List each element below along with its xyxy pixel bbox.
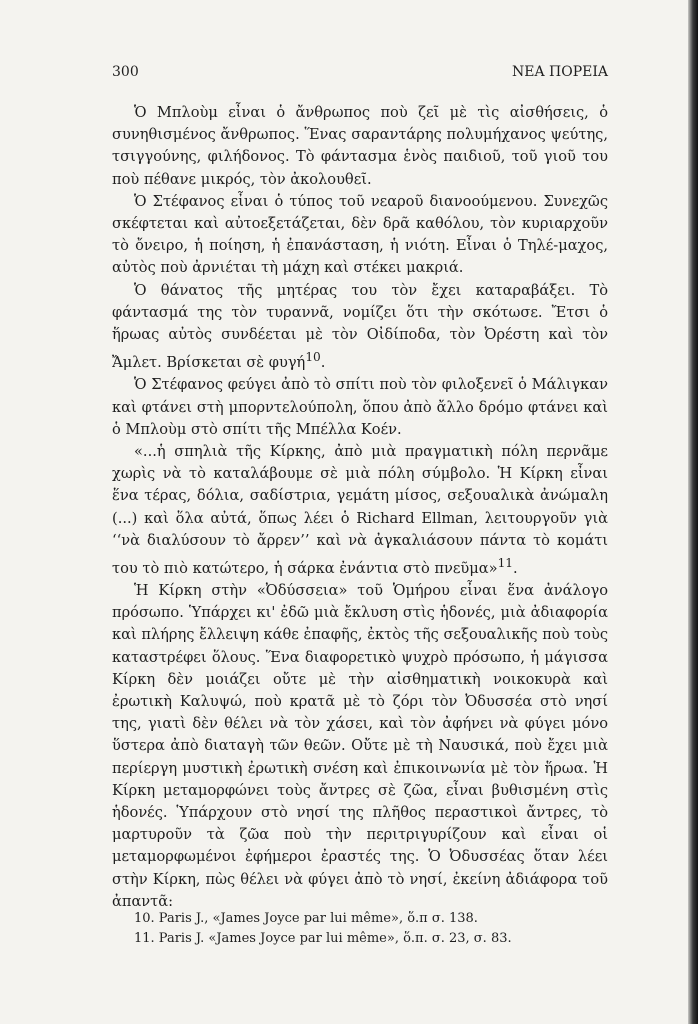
paragraph-mother: Ὁ θάνατος τῆς μητέρας του τὸν ἔχει καταραβάξει. Τὸ φάντασμά της τὸν τυραννᾶ, νομίζει ὅτι τὴν σκότωσε. Ἔτσι ὁ ἥρωας αὐτὸς συνδέεται μὲ τὸν Οἰδίποδα, τὸν Ὀρέστη καὶ τὸν Ἄμλετ. Βρίσκεται σὲ φυγή$^{10}$.: [112, 281, 608, 372]
paragraph-bloom: Ὁ Μπλοὺμ εἶναι ὁ ἄνθρωπος ποὺ ζεῖ μὲ τὶς αἰσθήσεις, ὁ συνηθισμένος ἄνθρωπος. Ἕνας σαραντάρης πολυμήχανος ψεύτης, τσιγγούνης, φιλήδονος. Τὸ φάντασμα ἑνὸς παιδιοῦ, τοῦ γιοῦ του ποὺ πέθανε μικρός, τὸν ἀκολουθεῖ.: [112, 104, 608, 188]
paragraph-escape: Ὁ Στέφανος φεύγει ἀπὸ τὸ σπίτι ποὺ τὸν φιλοξενεῖ ὁ Μάλιγκαν καὶ φτάνει στὴ μπορντελούπολη, ὅπου ἀπὸ ἄλλο δρόμο φτάνει καὶ ὁ Μπλοὺμ στὸ σπίτι τῆς Μπέλλα Κοέν.: [112, 376, 608, 438]
footnote-10: 10. Paris J., «James Joyce par lui même», ὅ.π σ. 138.: [134, 911, 478, 926]
footnote-ref-11: 11: [497, 555, 514, 570]
footnotes: [134, 909, 608, 949]
paragraph-circe: Ἡ Κίρκη στὴν «Ὀδύσσεια» τοῦ Ὁμήρου εἶναι ἕνα ἀνάλογο πρόσωπο. Ὑπάρχει κι' ἐδῶ μιὰ ἔκλυση στὶς ἡδονές, μιὰ ἀδιαφορία καὶ πλήρης ἔλλειψη κάθε ἐπαφῆς, ἐκτὸς τῆς σεξουαλικῆς ποὺ τοὺς καταστρέφει ὅλους. Ἕνα διαφορετικὸ ψυχρὸ πρόσωπο, ἡ μάγισσα Κίρκη δὲν μοιάζει οὔτε μὲ τὴν αἰσθηματικὴ νοικοκυρὰ καὶ ἐρωτικὴ Καλυψώ, ποὺ κρατᾶ μὲ τὸ ζόρι τὸν Ὀδυσσέα στὸ νησί της, γιατὶ δὲν θέλει νὰ τὸν χάσει, καὶ τὸν ἀφήνει νὰ φύγει μόνο ὕστερα ἀπὸ διαταγὴ τῶν θεῶν. Οὔτε μὲ τὴ Ναυσικά, ποὺ ἔχει μιὰ περίεργη μυστικὴ ἐρωτικὴ σνέση καὶ ἐπικοινωνία μὲ τὸν ἥρωα. Ἡ Κίρκη μεταμορφώνει τοὺς ἄντρες σὲ ζῶα, εἶναι βυθισμένη στὶς ἡδονές. Ὑπάρχουν στὸ νησί της πλῆθος περαστικοὶ ἄντρες, τὸ μαρτυροῦν τὰ ζῶα ποὺ τὴν περιτριγυρίζουν καὶ εἶναι οἱ μεταμορφωμένοι ἐφήμεροι ἐραστές της. Ὁ Ὀδυσσέας ὅταν λέει στὴν Κίρκη, πὼς θέλει νὰ φύγει ἀπὸ τὸ νησί, ἐκείνη ἀδιάφορα τοῦ ἀπαντᾶ:: [112, 581, 608, 910]
page-edge-shadow: [688, 0, 698, 1024]
main-text: [112, 102, 608, 913]
paragraph-text: Ὁ θάνατος τῆς μητέρας του τὸν ἔχει καταραβάξει. Τὸ φάντασμά της τὸν τυραννᾶ, νομίζει ὅτι τὴν σκότωσε. Ἔτσι ὁ ἥρωας αὐτὸς συνδέεται μὲ τὸν Οἰδίποδα, τὸν Ὀρέστη καὶ τὸν Ἄμλετ. Βρίσκεται σὲ φυγή: [112, 281, 608, 372]
page-number: 300: [112, 64, 139, 80]
paragraph-stephen: Ὁ Στέφανος εἶναι ὁ τύπος τοῦ νεαροῦ διανοούμενου. Συνεχῶς σκέφτεται καὶ αὐτοεξετάζεται, δὲν δρᾶ καθόλου, τὸν κυριαρχοῦν τὸ ὄνειρο, ἡ ποίηση, ἡ ἐπανάσταση, ἡ νιότη. Εἶναι ὁ Τηλέ-μαχος, αὐτὸς ποὺ ἀρνιέται τὴ μάχη καὶ στέκει μακριά.: [112, 192, 608, 277]
running-title: ΝΕΑ ΠΟΡΕΙΑ: [512, 64, 608, 80]
quote-text: «...ἡ σπηλιὰ τῆς Κίρκης, ἀπὸ μιὰ πραγματικὴ πόλη περνᾶμε χωρὶς νὰ τὸ καταλάβουμε σὲ μιὰ πόλη σύμβολο. Ἡ Κίρκη εἶναι ἕνα τέρας, δόλια, σαδίστρια, γεμάτη μίσος, σεξουαλικὰ ἀνώμαλη (...) καὶ ὅλα αὐτά, ὅπως λέει ὁ Richard Ellman, λειτουργοῦν γιὰ ‘‘νὰ διαλύσουν τὸ ἄρρεν’’ καὶ νὰ ἀγκαλιάσουν πάντα τὸ κομάτι του τὸ πιὸ κατώτερο, ἡ σάρκα ἐνάντια στὸ πνεῦμα»: [112, 442, 608, 577]
running-header: [112, 64, 608, 80]
paragraph-quote: «...ἡ σπηλιὰ τῆς Κίρκης, ἀπὸ μιὰ πραγματικὴ πόλη περνᾶμε χωρὶς νὰ τὸ καταλάβουμε σὲ μιὰ πόλη σύμβολο. Ἡ Κίρκη εἶναι ἕνα τέρας, δόλια, σαδίστρια, γεμάτη μίσος, σεξουαλικὰ ἀνώμαλη (...) καὶ ὅλα αὐτά, ὅπως λέει ὁ Richard Ellman, λειτουργοῦν γιὰ ‘‘νὰ διαλύσουν τὸ ἄρρεν’’ καὶ νὰ ἀγκαλιάσουν πάντα τὸ κομάτι του τὸ πιὸ κατώτερο, ἡ σάρκα ἐνάντια στὸ πνεῦμα»$^{11}$.: [112, 442, 608, 577]
footnote-11: 11. Paris J. «James Joyce par lui même», ὅ.π. σ. 23, σ. 83.: [134, 931, 512, 946]
footnote-ref-10: 10: [305, 350, 321, 365]
